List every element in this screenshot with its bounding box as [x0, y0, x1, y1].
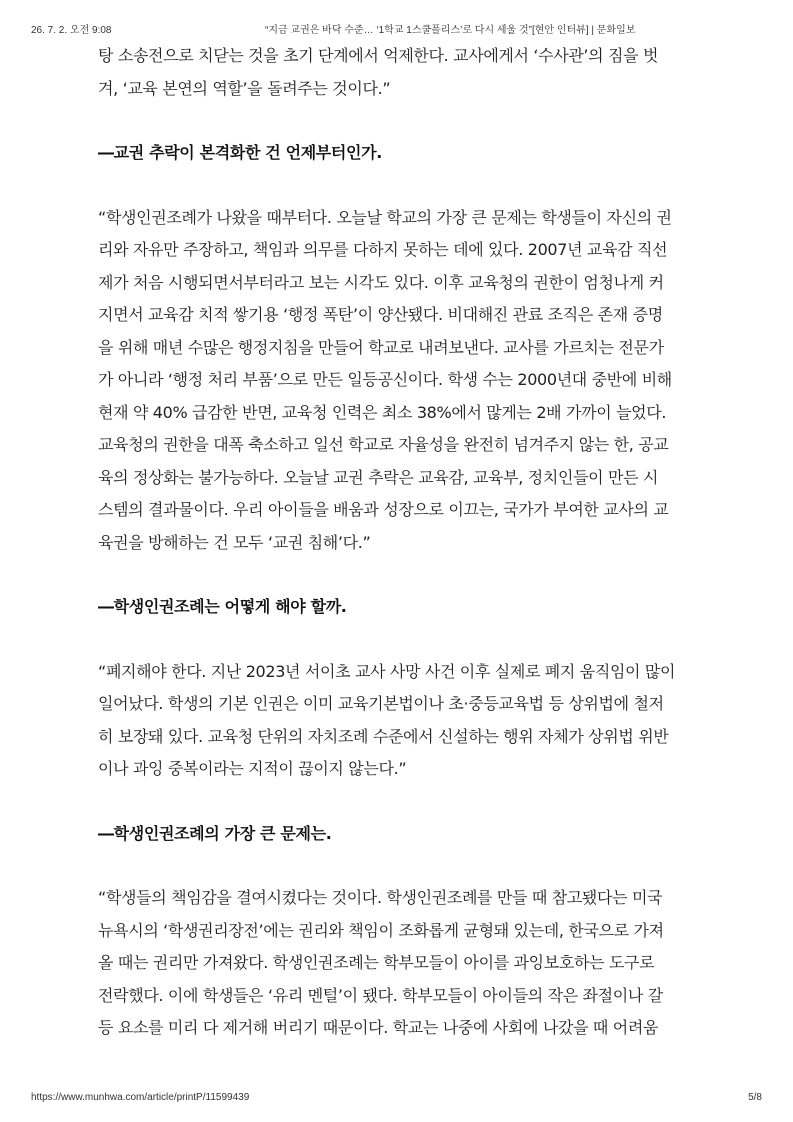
- text-line: 등 요소를 미리 다 제거해 버리기 때문이다. 학교는 나중에 사회에 나갔을 때 어려움: [98, 1018, 659, 1037]
- text-line: 을 위해 매년 수많은 행정지침을 만들어 학교로 내려보낸다. 교사를 가르치는 전문가: [98, 337, 664, 357]
- interview-question-2: ―학생인권조례는 어떻게 해야 할까.: [98, 597, 347, 616]
- print-header: [31, 21, 762, 37]
- text-line: 제가 처음 시행되면서부터라고 보는 시각도 있다. 이후 교육청의 권한이 엄청나게 커: [98, 272, 664, 292]
- text-line: “학생들의 책임감을 결여시켰다는 것이다. 학생인권조례를 만들 때 참고됐다는 미국: [98, 888, 663, 907]
- text-line: 육의 정상화는 불가능하다. 오늘날 교권 추락은 교육감, 교육부, 정치인들이 만든 시: [98, 467, 659, 487]
- text-line: “폐지해야 한다. 지난 2023년 서이초 교사 사망 사건 이후 실제로 폐지 움직임이 많이: [98, 661, 676, 681]
- print-source-url: https://www.munhwa.com/article/printP/11599439: [31, 1092, 250, 1103]
- interview-question-3: ―학생인권조례의 가장 큰 문제는.: [98, 823, 332, 843]
- article-body: [98, 40, 698, 1045]
- paragraph-answer-3: [98, 882, 698, 1045]
- print-footer: [31, 1092, 762, 1108]
- text-line: 리와 자유만 주장하고, 책임과 의무를 다하지 못하는 데에 있다. 2007년 교육감 직선: [98, 240, 668, 259]
- text-line: 현재 약 40% 급감한 반면, 교육청 인력은 최소 38%에서 많게는 2배 가까이 늘었다.: [98, 402, 667, 422]
- text-line: “학생인권조례가 나왔을 때부터다. 오늘날 학교의 가장 큰 문제는 학생들이 자신의 권: [98, 207, 672, 227]
- interview-question-1: ―교권 추락이 본격화한 건 언제부터인가.: [98, 143, 382, 162]
- print-page-title: “지금 교권은 바닥 수준… ‘1학교 1스쿨폴리스’로 다시 세울 것”[현안 인터뷰] | 문화일보: [265, 25, 636, 36]
- text-line: 스템의 결과물이다. 우리 아이들을 배움과 성장으로 이끄는, 국가가 부여한 교사의 교: [98, 500, 669, 519]
- text-line: 교육청의 권한을 대폭 축소하고 일선 학교로 자율성을 완전히 넘겨주지 않는 한, 공교: [98, 435, 669, 454]
- text-line: 히 보장돼 있다. 교육청 단위의 자치조례 수준에서 신설하는 행위 자체가 상위법 위반: [98, 726, 669, 746]
- paragraph-answer-continued: [98, 40, 698, 105]
- text-line: 뉴욕시의 ‘학생권리장전’에는 권리와 책임이 조화롭게 균형돼 있는데, 한국으로 가져: [98, 920, 664, 940]
- text-line: 전락했다. 이에 학생들은 ‘유리 멘털’이 됐다. 학부모들이 아이들의 작은 좌절이나 갈: [98, 985, 663, 1005]
- text-line: 육권을 방해하는 건 모두 ‘교권 침해’다.”: [98, 532, 371, 552]
- text-line: 올 때는 권리만 가져왔다. 학생인권조례는 학부모들이 아이를 과잉보호하는 도구로: [98, 953, 655, 972]
- text-line: 겨, ‘교육 본연의 역할’을 돌려주는 것이다.”: [98, 78, 391, 98]
- print-datetime: 26. 7. 2. 오전 9:08: [31, 25, 112, 36]
- paragraph-answer-2: [98, 656, 698, 786]
- page-number: 5/8: [748, 1092, 762, 1103]
- text-line: 지면서 교육감 치적 쌓기용 ‘행정 폭탄’이 양산됐다. 비대해진 관료 조직은 존재 증명: [98, 305, 663, 324]
- text-line: 탕 소송전으로 치닫는 것을 초기 단계에서 억제한다. 교사에게서 ‘수사관’의 짐을 벗: [98, 46, 659, 65]
- text-line: 가 아니라 ‘행정 처리 부품’으로 만든 일등공신이다. 학생 수는 2000년대 중반에 비해: [98, 370, 672, 389]
- paragraph-answer-1: [98, 202, 698, 560]
- text-line: 이나 과잉 중복이라는 지적이 끊이지 않는다.”: [98, 759, 407, 778]
- text-line: 일어났다. 학생의 기본 인권은 이미 교육기본법이나 초·중등교육법 등 상위법에 철저: [98, 694, 664, 713]
